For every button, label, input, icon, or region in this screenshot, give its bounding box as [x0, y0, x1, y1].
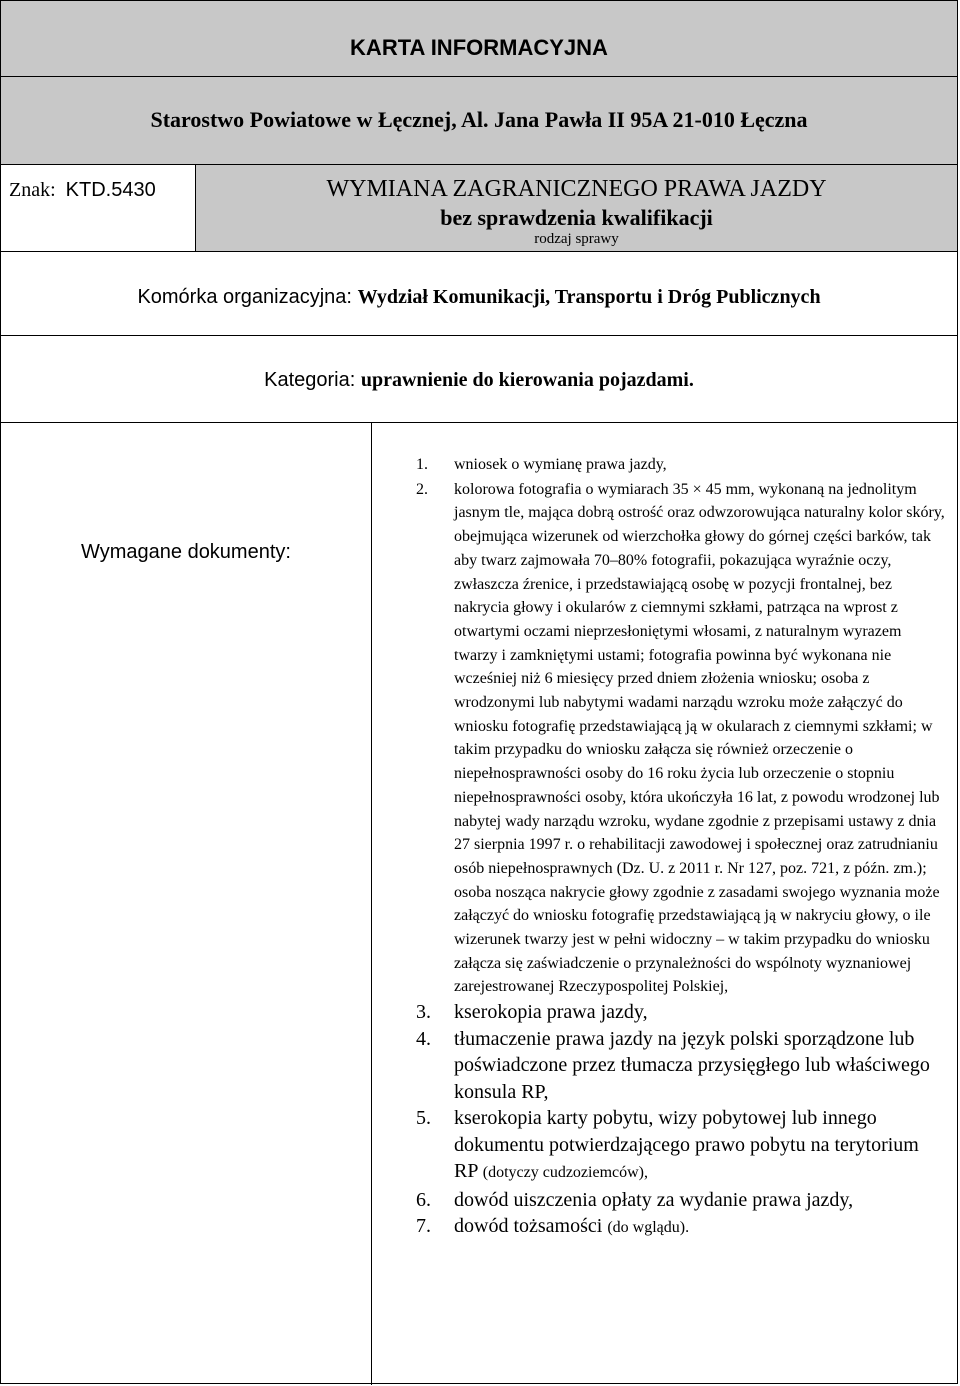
case-row [1, 165, 957, 252]
office-address: Starostwo Powiatowe w Łęcznej, Al. Jana Pawła II 95A 21-010 Łęczna [150, 107, 808, 132]
list-item-text: dowód uiszczenia opłaty za wydanie prawa jazdy, [454, 1188, 854, 1211]
documents-list [372, 453, 957, 1242]
list-item-number: 7. [416, 1215, 431, 1238]
case-sign-cell [1, 165, 196, 251]
case-title: WYMIANA ZAGRANICZNEGO PRAWA JAZDY [326, 176, 827, 202]
case-sign-code: KTD.5430 [65, 179, 156, 201]
case-sign-label: Znak: [9, 179, 56, 201]
unit-row [1, 252, 957, 336]
list-item-number: 4. [416, 1027, 431, 1050]
list-item [372, 1213, 957, 1242]
list-item-number: 2. [416, 480, 428, 498]
list-item [372, 1105, 957, 1187]
category-line [1, 369, 957, 392]
documents-row [1, 423, 957, 1385]
case-sign [9, 179, 156, 202]
list-item [372, 999, 957, 1026]
documents-list-cell [372, 423, 957, 1385]
category-value: uprawnienie do kierowania pojazdami. [360, 369, 694, 391]
title-row [1, 1, 957, 77]
unit-line [1, 286, 957, 309]
category-label: Kategoria: [264, 369, 356, 391]
list-item-number: 1. [416, 456, 428, 473]
documents-label-cell [1, 423, 372, 1385]
list-item [372, 1187, 957, 1214]
list-item-number: 5. [416, 1107, 431, 1130]
unit-value: Wydział Komunikacji, Transportu i Dróg Publicznych [357, 286, 821, 308]
list-item-number: 6. [416, 1188, 431, 1211]
list-item-text: kserokopia karty pobytu, wizy pobytowej lub innego dokumentu potwierdzającego prawo pobytu na terytorium RP [454, 1107, 919, 1183]
list-item-text: dowód tożsamości [454, 1215, 603, 1238]
category-row [1, 336, 957, 423]
list-item-number: 3. [416, 1001, 431, 1024]
list-item [372, 478, 957, 999]
list-item-text: tłumaczenie prawa jazdy na język polski sporządzone lub poświadczone przez tłumacza przysięgłego lub właściwego konsula RP, [454, 1027, 930, 1103]
list-item-text: kolorowa fotografia o wymiarach 35 × 45 mm, wykonaną na jednolitym jasnym tle, mająca dobrą ostrość oraz odwzorowująca naturalny kolor skóry, obejmująca wizerunek od wierzchołka głowy do górnej części barków, tak aby twarz zajmowała 70–80% fotografii, pokazująca wyraźnie oczy, zwłaszcza źrenice, i przedstawiającą osobę w pozycji frontalnej, bez nakrycia głowy i okularów z ciemnymi szkłami, patrząca na wprost z otwartymi oczami nieprzesłoniętymi włosami, z naturalnym wyrazem twarzy i zamkniętymi ustami; fotografia powinna być wykonana nie wcześniej niż 6 miesięcy przed dniem złożenia wniosku; osoba z wrodzonymi lub nabytymi wadami narządu wzroku może załączyć do wniosku fotografię przedstawiającą ją w okularach z ciemnymi szkłami; w takim przypadku do wniosku załącza się również orzeczenie o niepełnosprawności osoby do 16 roku życia lub orzeczenie o stopniu niepełnosprawności osoby, która ukończyła 16 lat, z powodu wrodzonej lub nabytej wady narządu wzroku, wydane zgodnie z przepisami ustawy z dnia 27 sierpnia 1997 r. o rehabilitacji zawodowej i społecznej oraz zatrudnianiu osób niepełnosprawnych (Dz. U. z 2011 r. Nr 127, poz. 721, z późn. zm.); osoba nosząca nakrycie głowy zgodnie z zasadami swojego wyznania może załączyć do wniosku fotografię przedstawiającą ją w nakryciu głowy, o ile wizerunek twarzy jest w pełni widoczny – w takim przypadku do wniosku załącza się zaświadczenie o przynależności do wspólnoty wyznaniowej zarejestrowanej Rzeczypospolitej Polskiej, [454, 480, 945, 996]
card-title: KARTA INFORMACYJNA [350, 35, 608, 60]
case-subtitle: bez sprawdzenia kwalifikacji [440, 205, 713, 230]
office-row [1, 77, 957, 165]
list-item [372, 1026, 957, 1106]
case-title-cell [196, 165, 957, 251]
list-item-note: (do wglądu). [607, 1219, 690, 1237]
case-caption: rodzaj sprawy [534, 231, 619, 247]
list-item-text: wniosek o wymianę prawa jazdy, [454, 456, 667, 473]
list-item-text: kserokopia prawa jazdy, [454, 1001, 648, 1024]
unit-label: Komórka organizacyjna: [137, 286, 352, 308]
documents-label: Wymagane dokumenty: [81, 541, 291, 563]
list-item-note: (dotyczy cudzoziemców), [482, 1164, 648, 1182]
list-item [372, 453, 957, 477]
